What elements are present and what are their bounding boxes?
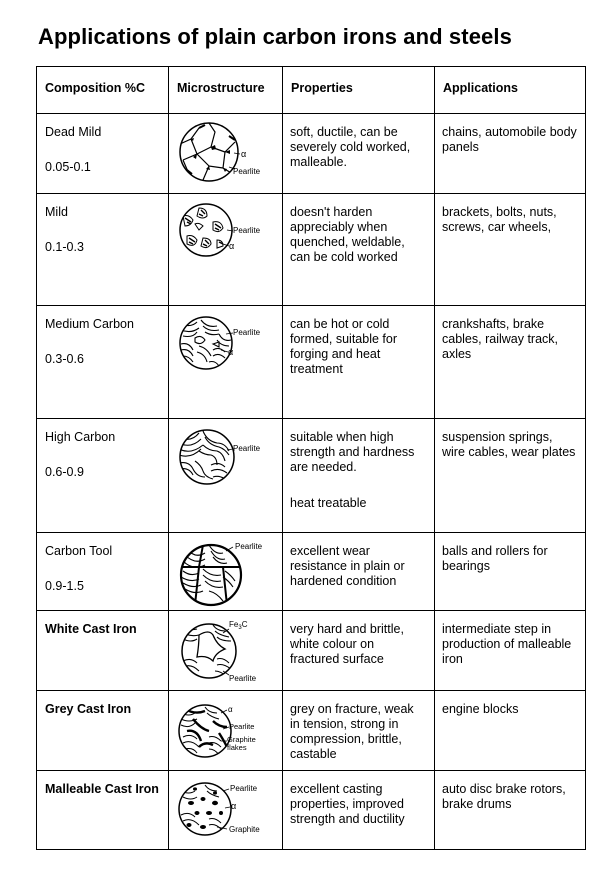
table-row (37, 611, 586, 691)
header-properties: Properties (283, 67, 435, 114)
microstructure-cell (169, 194, 283, 306)
header-applications: Applications (435, 67, 586, 114)
table-header-row (37, 67, 586, 114)
table-row (37, 306, 586, 419)
alpha-label: α (231, 801, 237, 811)
composition-cell (37, 771, 169, 850)
composition-name: White Cast Iron (45, 622, 137, 636)
properties-cell (283, 306, 435, 419)
alpha-label: α (228, 347, 234, 357)
composition-range: 0.05-0.1 (45, 160, 91, 174)
properties-text: heat treatable (290, 496, 367, 510)
properties-text: doesn't harden appreciably when quenched, weldable, can be cold worked (290, 205, 405, 264)
applications-cell: brackets, bolts, nuts, screws, car wheels, (435, 194, 586, 306)
table-row (37, 691, 586, 771)
microstructure-cell (169, 419, 283, 533)
properties-cell (283, 194, 435, 306)
composition-name: Grey Cast Iron (45, 702, 132, 716)
fe3c-label (229, 620, 248, 631)
properties-text: soft, ductile, can be severely cold worked, malleable. (290, 125, 411, 169)
applications-cell: auto disc brake rotors, brake drums (435, 771, 586, 850)
table-row (37, 194, 586, 306)
pearlite-label: Pearlite (229, 722, 255, 731)
graphite-label: Graphite (227, 735, 256, 744)
pearlite-label: Pearlite (233, 167, 261, 176)
properties-cell (283, 771, 435, 850)
header-composition: Composition %C (37, 67, 169, 114)
applications-cell: intermediate step in production of malleable iron (435, 611, 586, 691)
table-row (37, 771, 586, 850)
composition-cell (37, 611, 169, 691)
table-row (37, 114, 586, 194)
fe3c-label-subscript: 3 (238, 625, 242, 631)
carbon-tool-microstructure-diagram (169, 533, 282, 610)
pearlite-label: Pearlite (230, 784, 258, 793)
high-carbon-microstructure-diagram (169, 419, 282, 489)
properties-cell (283, 691, 435, 771)
properties-cell (283, 533, 435, 611)
table-row (37, 419, 586, 533)
composition-cell (37, 194, 169, 306)
graphite-label: Graphite (229, 825, 260, 834)
composition-cell (37, 691, 169, 771)
header-microstructure: Microstructure (169, 67, 283, 114)
microstructure-cell (169, 114, 283, 194)
white-cast-iron-microstructure-diagram (169, 611, 282, 690)
composition-name: Dead Mild (45, 125, 102, 139)
alpha-label: α (241, 149, 247, 159)
properties-text: suitable when high strength and hardness are needed. (290, 430, 415, 474)
pearlite-label: Pearlite (233, 226, 261, 235)
composition-range: 0.3-0.6 (45, 352, 84, 366)
steels-table (36, 66, 586, 850)
pearlite-label: Pearlite (235, 542, 263, 551)
composition-cell (37, 306, 169, 419)
applications-cell: chains, automobile body panels (435, 114, 586, 194)
composition-name: Mild (45, 205, 68, 219)
microstructure-cell (169, 691, 283, 771)
composition-range: 0.6-0.9 (45, 465, 84, 479)
microstructure-cell (169, 611, 283, 691)
alpha-label: α (229, 241, 235, 251)
microstructure-cell (169, 306, 283, 419)
properties-cell (283, 611, 435, 691)
properties-text: can be hot or cold formed, suitable for forging and heat treatment (290, 317, 397, 376)
composition-range: 0.1-0.3 (45, 240, 84, 254)
composition-name: Medium Carbon (45, 317, 134, 331)
malleable-cast-iron-microstructure-diagram (169, 771, 282, 849)
composition-cell (37, 533, 169, 611)
alpha-label: α (228, 705, 233, 714)
composition-range: 0.9-1.5 (45, 579, 84, 593)
dead-mild-microstructure-diagram (169, 114, 282, 193)
applications-cell: balls and rollers for bearings (435, 533, 586, 611)
properties-text: excellent casting properties, improved strength and ductility (290, 782, 405, 826)
properties-text: very hard and brittle, white colour on fractured surface (290, 622, 404, 666)
flakes-label: flakes (227, 743, 247, 752)
composition-cell (37, 419, 169, 533)
fe3c-label-fe: Fe (229, 620, 239, 629)
composition-name: Malleable Cast Iron (45, 782, 159, 796)
fe3c-label-c: C (241, 620, 248, 629)
applications-cell: crankshafts, brake cables, railway track, axles (435, 306, 586, 419)
page-title: Applications of plain carbon irons and steels (38, 24, 512, 49)
pearlite-label: Pearlite (233, 328, 261, 337)
properties-cell (283, 419, 435, 533)
properties-text: excellent wear resistance in plain or hardened condition (290, 544, 405, 588)
properties-text: grey on fracture, weak in tension, strong in compression, brittle, castable (290, 702, 414, 761)
composition-cell (37, 114, 169, 194)
properties-cell (283, 114, 435, 194)
table-row (37, 533, 586, 611)
composition-name: Carbon Tool (45, 544, 113, 558)
medium-carbon-microstructure-diagram (169, 306, 282, 376)
pearlite-label: Pearlite (229, 674, 257, 683)
grey-cast-iron-microstructure-diagram (169, 691, 282, 770)
applications-cell: suspension springs, wire cables, wear plates (435, 419, 586, 533)
mild-microstructure-diagram (169, 194, 282, 264)
microstructure-cell (169, 533, 283, 611)
composition-name: High Carbon (45, 430, 116, 444)
pearlite-label: Pearlite (233, 444, 261, 453)
microstructure-cell (169, 771, 283, 850)
applications-cell: engine blocks (435, 691, 586, 771)
